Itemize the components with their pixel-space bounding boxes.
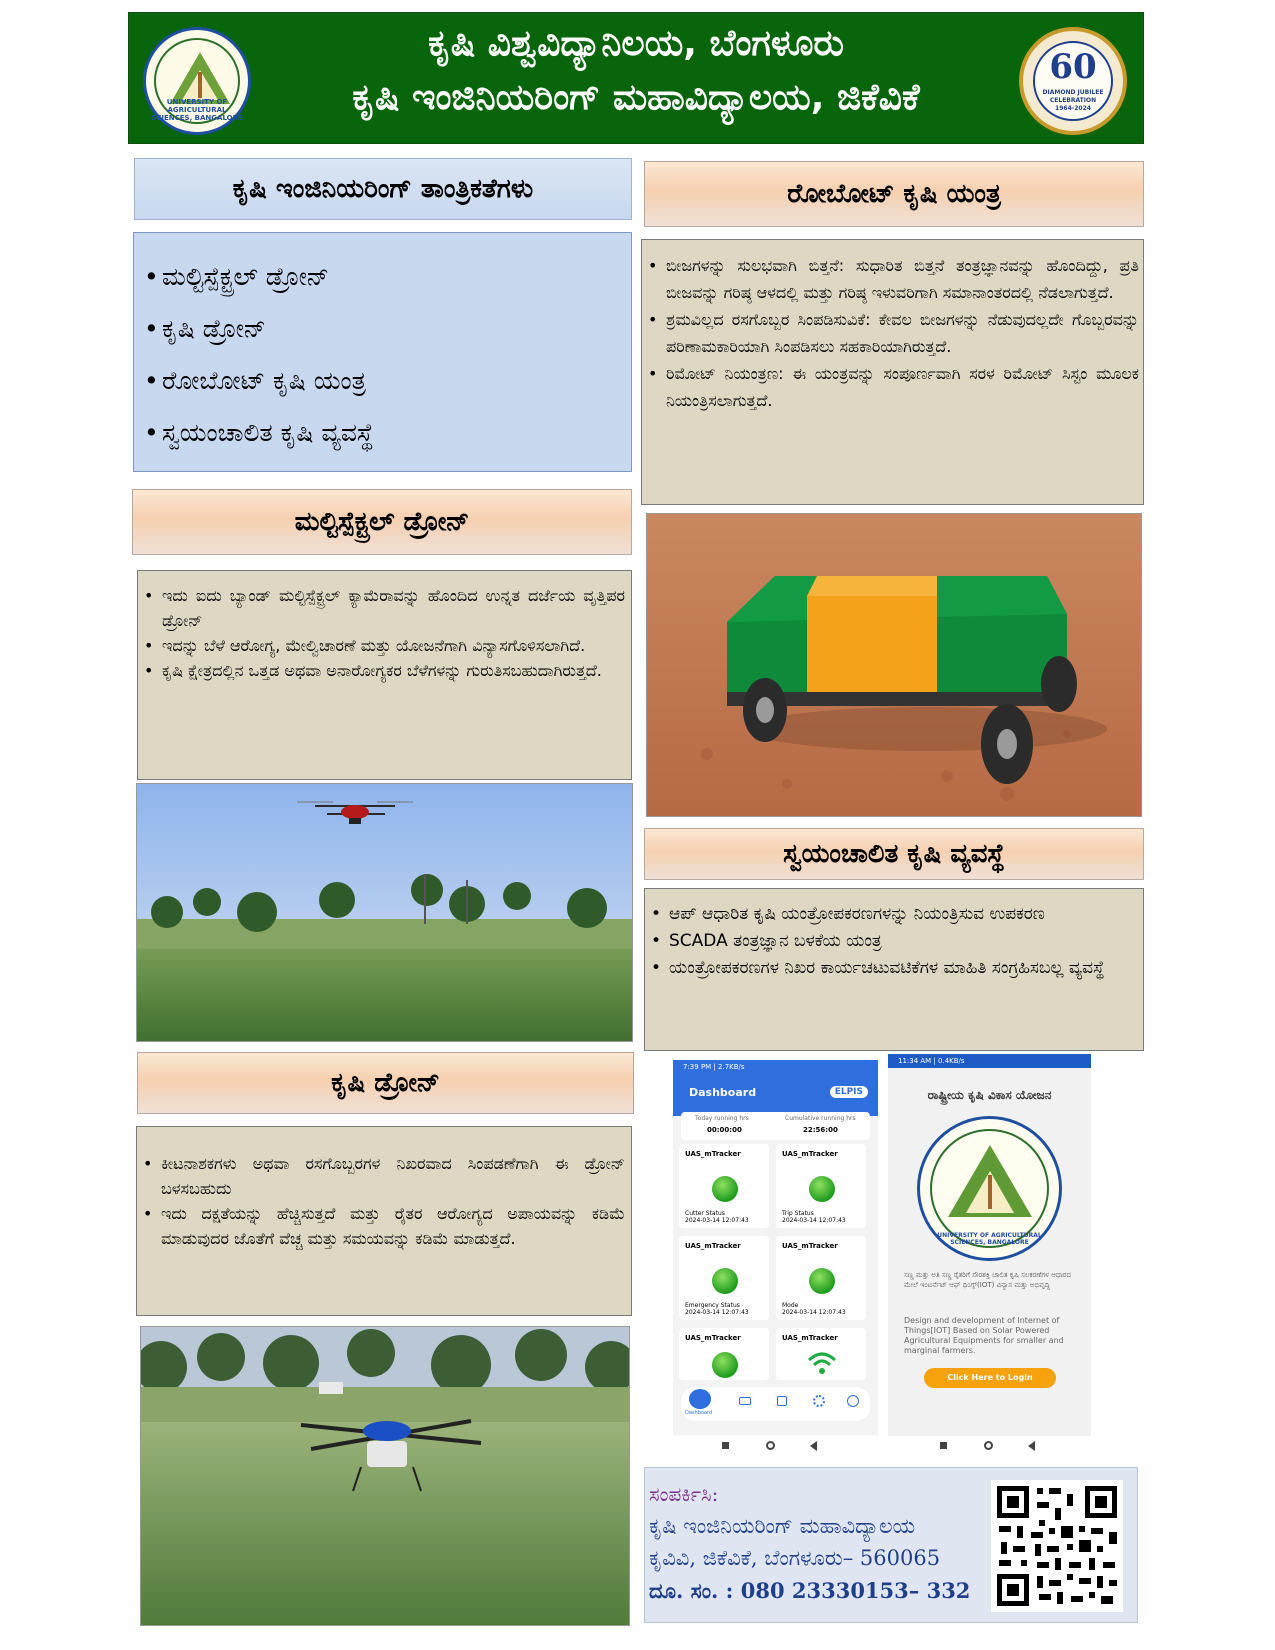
university-title: ಕೃಷಿ ವಿಶ್ವವಿದ್ಯಾನಿಲಯ, ಬೆಂಗಳೂರು bbox=[428, 23, 844, 64]
multispectral-box bbox=[137, 570, 632, 780]
automation-point: • ಆಪ್ ಆಧಾರಿತ ಕೃಷಿ ಯಂತ್ರೋಪಕರಣಗಳನ್ನು ನಿಯಂತ್ರಿಸುವ ಉಪಕರಣ bbox=[645, 901, 1135, 928]
agri-drone-heading: ಕೃಷಿ ಡ್ರೋನ್ bbox=[137, 1052, 634, 1114]
running-hours-card bbox=[681, 1112, 870, 1140]
dashboard-nav-icon[interactable] bbox=[689, 1389, 711, 1409]
scheme-description-kn: ಸಣ್ಣ ಮತ್ತು ಅತಿ ಸಣ್ಣ ರೈತರಿಗೆ ಸೌರಶಕ್ತಿ ಚಾಲಿತ ಕೃಷಿ ಸಲಕರಣೆಗಳ ಆಧಾರದ ಮೇಲೆ ಇಂಟರ್ನೆಟ್ ಆಫ್ ಥಿಂಗ್ಸ್(IOT) ವಿನ್ಯಾಸ ಮತ್ತು ಅಭಿವೃದ್ಧಿ bbox=[904, 1271, 1072, 1289]
today-label: Today running hrs bbox=[695, 1115, 749, 1122]
status-bar: 7:39 PM | 2.7KB/s bbox=[673, 1060, 878, 1074]
contact-phone: ದೂ. ಸಂ. : 080 23330153– 332 bbox=[649, 1578, 971, 1603]
cumulative-label: Cumulative running hrs bbox=[785, 1115, 856, 1122]
elpis-logo: ELPIS bbox=[830, 1086, 868, 1098]
multispectral-drone-photo bbox=[136, 783, 633, 1042]
robot-point: • ಬೀಜಗಳನ್ನು ಸುಲಭವಾಗಿ ಬಿತ್ತನೆ: ಸುಧಾರಿತ ಬಿತ್ತನೆ ತಂತ್ರಜ್ಞಾನವನ್ನು ಹೊಂದಿದ್ದು, ಪ್ರತಿ ಬೀಜವನ್ನು ಗರಿಷ್ಠ ಆಳದಲ್ಲಿ ಮತ್ತು ಗರಿಷ್ಠ ಇಳುವರಿಗಾಗಿ ಸಮಾನಾಂತರದಲ್ಲಿ ನೆಡಲಾಗುತ್ತದೆ. bbox=[642, 252, 1139, 306]
status-indicator-icon bbox=[712, 1268, 738, 1294]
nav-dashboard-label: Dashboard bbox=[685, 1410, 713, 1416]
robot-list bbox=[642, 252, 1139, 414]
cumulative-value: 22:56:00 bbox=[803, 1126, 838, 1134]
tech-item: • ಸ್ವಯಂಚಾಲಿತ ಕೃಷಿ ವ್ಯವಸ್ಥೆ bbox=[138, 407, 621, 459]
android-nav-bar bbox=[722, 1440, 832, 1452]
contact-box bbox=[644, 1467, 1138, 1623]
jubilee-years: 1964-2024 bbox=[1055, 105, 1091, 112]
automation-point: • SCADA ತಂತ್ರಜ್ಞಾನ ಬಳಕೆಯ ಯಂತ್ರ bbox=[645, 928, 1135, 955]
multispectral-point: • ಕೃಷಿ ಕ್ಷೇತ್ರದಲ್ಲಿನ ಒತ್ತಡ ಅಥವಾ ಅನಾರೋಗ್ಯಕರ ಬೆಳೆಗಳನ್ನು ಗುರುತಿಸಬಹುದಾಗಿರುತ್ತದೆ. bbox=[138, 658, 625, 683]
header-banner bbox=[128, 12, 1144, 144]
status-indicator-icon bbox=[809, 1268, 835, 1294]
contact-address: ಕೃವಿವಿ, ಜಿಕೆವಿಕೆ, ಬೆಂಗಳೂರು– 560065 bbox=[649, 1546, 941, 1570]
robot-box bbox=[641, 239, 1144, 505]
college-title: ಕೃಷಿ ಇಂಜಿನಿಯರಿಂಗ್ ಮಹಾವಿದ್ಯಾಲಯ, ಜಿಕೆವಿಕೆ bbox=[352, 77, 920, 118]
tech-item: • ರೋಬೋಟ್ ಕೃಷಿ ಯಂತ್ರ bbox=[138, 355, 621, 407]
login-button[interactable]: Click Here to Login bbox=[924, 1368, 1056, 1388]
bottom-nav bbox=[681, 1387, 870, 1421]
automation-point: • ಯಂತ್ರೋಪಕರಣಗಳ ನಿಖರ ಕಾರ್ಯಚಟುವಟಿಕೆಗಳ ಮಾಹಿತಿ ಸಂಗ್ರಹಿಸಬಲ್ಲ ವ್ಯವಸ್ಥೆ bbox=[645, 955, 1135, 982]
tracker-tile[interactable]: UAS_mTracker bbox=[679, 1328, 769, 1380]
calendar-nav-icon[interactable] bbox=[777, 1396, 787, 1406]
dashboard-app-screenshot bbox=[673, 1060, 878, 1435]
android-nav-bar bbox=[940, 1440, 1050, 1452]
multispectral-point: • ಇದನ್ನು ಬೆಳೆ ಆರೋಗ್ಯ, ಮೇಲ್ವಿಚಾರಣೆ ಮತ್ತು ಯೋಜನೆಗಾಗಿ ವಿನ್ಯಾಸಗೊಳಿಸಲಾಗಿದೆ. bbox=[138, 633, 625, 658]
recents-button-icon[interactable] bbox=[722, 1442, 729, 1449]
automation-heading: ಸ್ವಯಂಚಾಲಿತ ಕೃಷಿ ವ್ಯವಸ್ಥೆ bbox=[644, 828, 1144, 880]
vehicle-nav-icon[interactable] bbox=[739, 1397, 751, 1405]
app-header bbox=[673, 1074, 878, 1116]
back-button-icon[interactable] bbox=[1028, 1441, 1035, 1451]
status-indicator-icon bbox=[809, 1176, 835, 1202]
contact-college: ಕೃಷಿ ಇಂಜಿನಿಯರಿಂಗ್ ಮಹಾವಿದ್ಯಾಲಯ bbox=[649, 1514, 916, 1538]
dashboard-title: Dashboard bbox=[689, 1086, 757, 1099]
diamond-jubilee-logo: 60 DIAMOND JUBILEE CELEBRATION 1964-2024 bbox=[1019, 27, 1127, 135]
uas-logo-left: UNIVERSITY OF AGRICULTURAL SCIENCES, BANGALORE bbox=[143, 27, 251, 135]
jubilee-caption: DIAMOND JUBILEE CELEBRATION bbox=[1042, 89, 1104, 104]
home-button-icon[interactable] bbox=[766, 1441, 775, 1450]
agri-drone-photo bbox=[140, 1326, 630, 1626]
tech-item: • ಕೃಷಿ ಡ್ರೋನ್ bbox=[138, 303, 621, 355]
today-value: 00:00:00 bbox=[707, 1126, 742, 1134]
wifi-icon bbox=[807, 1350, 837, 1376]
agri-drone-list bbox=[137, 1151, 625, 1251]
back-button-icon[interactable] bbox=[810, 1441, 817, 1451]
uas-logo-icon: UNIVERSITY OF AGRICULTURAL SCIENCES, BANGALORE bbox=[917, 1116, 1062, 1261]
status-indicator-icon bbox=[712, 1352, 738, 1378]
technologies-box bbox=[133, 232, 632, 472]
robot-heading: ರೋಬೋಟ್ ಕೃಷಿ ಯಂತ್ರ bbox=[644, 161, 1144, 227]
tracker-tile[interactable]: UAS_mTracker Cutter Status 2024-03-14 12:07:43 bbox=[679, 1144, 769, 1228]
scheme-description-en: Design and development of Internet of Things[IOT] Based on Solar Powered Agricultural Equipments for smaller and marginal farmers. bbox=[904, 1316, 1064, 1355]
multispectral-list bbox=[138, 583, 625, 683]
agri-drone-point: • ಕೀಟನಾಶಕಗಳು ಅಥವಾ ರಸಗೊಬ್ಬರಗಳ ನಿಖರವಾದ ಸಿಂಪಡಣೆಗಾಗಿ ಈ ಡ್ರೋನ್ ಬಳಸಬಹುದು bbox=[137, 1151, 625, 1201]
automation-box bbox=[644, 888, 1144, 1051]
qr-code-icon[interactable] bbox=[991, 1480, 1123, 1612]
agri-drone-point: • ಇದು ದಕ್ಷತೆಯನ್ನು ಹೆಚ್ಚಿಸುತ್ತದೆ ಮತ್ತು ರೈತರ ಆರೋಗ್ಯದ ಅಪಾಯವನ್ನು ಕಡಿಮೆ ಮಾಡುವುದರ ಜೊತೆಗೆ ವೆಚ್ಚ ಮತ್ತು ಸಮಯವನ್ನು ಕಡಿಮೆ ಮಾಡುತ್ತದೆ. bbox=[137, 1201, 625, 1251]
robot-point: • ರಿಮೋಟ್ ನಿಯಂತ್ರಣ: ಈ ಯಂತ್ರವನ್ನು ಸಂಪೂರ್ಣವಾಗಿ ಸರಳ ರಿಮೋಟ್ ಸಿಸ್ಟಂ ಮೂಲಕ ನಿಯಂತ್ರಿಸಲಾಗುತ್ತದೆ. bbox=[642, 360, 1139, 414]
tech-item: • ಮಲ್ಟಿಸ್ಪೆಕ್ಟ್ರಲ್ ಡ್ರೋನ್ bbox=[138, 251, 621, 303]
recents-button-icon[interactable] bbox=[940, 1442, 947, 1449]
technologies-heading: ಕೃಷಿ ಇಂಜಿನಿಯರಿಂಗ್ ತಾಂತ್ರಿಕತೆಗಳು bbox=[134, 158, 632, 220]
login-app-screenshot bbox=[888, 1054, 1091, 1436]
technologies-list bbox=[138, 251, 621, 459]
tracker-tile[interactable]: UAS_mTracker Mode 2024-03-14 12:07:43 bbox=[776, 1236, 866, 1320]
logout-nav-icon[interactable] bbox=[847, 1395, 859, 1407]
multispectral-heading: ಮಲ್ಟಿಸ್ಪೆಕ್ಟ್ರಲ್ ಡ್ರೋನ್ bbox=[132, 489, 632, 555]
tracker-tile[interactable]: UAS_mTracker Trip Status 2024-03-14 12:07:43 bbox=[776, 1144, 866, 1228]
status-indicator-icon bbox=[712, 1176, 738, 1202]
settings-nav-icon[interactable] bbox=[813, 1395, 825, 1407]
agri-drone-box bbox=[136, 1126, 632, 1316]
automation-list bbox=[645, 901, 1135, 982]
multispectral-point: • ಇದು ಐದು ಬ್ಯಾಂಡ್ ಮಲ್ಟಿಸ್ಪೆಕ್ಟ್ರಲ್ ಕ್ಯಾಮೆರಾವನ್ನು ಹೊಂದಿದ ಉನ್ನತ ದರ್ಜೆಯ ವೃತ್ತಿಪರ ಡ್ರೋನ್ bbox=[138, 583, 625, 633]
status-bar: 11:34 AM | 0.4KB/s bbox=[888, 1054, 1091, 1068]
scheme-title: ರಾಷ್ಟ್ರೀಯ ಕೃಷಿ ವಿಕಾಸ ಯೋಜನ bbox=[927, 1088, 1052, 1102]
tracker-tile[interactable]: UAS_mTracker Emergency Status 2024-03-14 12:07:43 bbox=[679, 1236, 769, 1320]
home-button-icon[interactable] bbox=[984, 1441, 993, 1450]
robot-machine-photo bbox=[646, 513, 1142, 817]
tracker-tile[interactable]: UAS_mTracker bbox=[776, 1328, 866, 1380]
robot-point: • ಶ್ರಮವಿಲ್ಲದ ರಸಗೊಬ್ಬರ ಸಿಂಪಡಿಸುವಿಕೆ: ಕೇವಲ ಬೀಜಗಳನ್ನು ನೆಡುವುದಲ್ಲದೇ ಗೊಬ್ಬರವನ್ನು ಪರಿಣಾಮಕಾರಿಯಾಗಿ ಸಿಂಪಡಿಸಲು ಸಹಕಾರಿಯಾಗಿರುತ್ತದೆ. bbox=[642, 306, 1139, 360]
contact-label: ಸಂಪರ್ಕಿಸಿ: bbox=[649, 1482, 719, 1506]
